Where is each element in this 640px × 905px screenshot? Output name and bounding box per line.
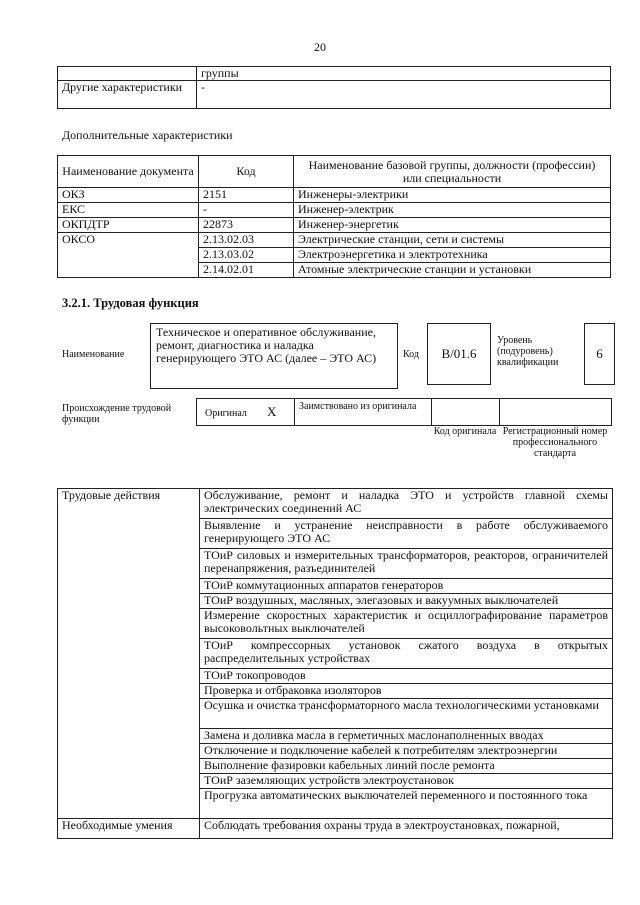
labor-action-item: ТОиР токопроводов (200, 669, 613, 684)
origin-row (196, 398, 611, 424)
labor-action-item: ТОиР коммутационных аппаратов генераторов (200, 579, 613, 594)
cell-name: Электроэнергетика и электротехника (294, 248, 611, 263)
cell-doc: ОКСО (58, 233, 199, 278)
table-row (58, 67, 611, 81)
cell-code: 2.14.02.01 (199, 263, 294, 278)
cell-code: 22873 (199, 218, 294, 233)
labor-action-item: Проверка и отбраковка изоляторов (200, 684, 613, 699)
cell-name: Атомные электрические станции и установки (294, 263, 611, 278)
original-mark: X (267, 404, 277, 419)
top-row-label (58, 67, 197, 81)
cell-name: Инженеры-электрики (294, 188, 611, 203)
reg-number-caption: Регистрационный номер профессионального стандарта (502, 426, 608, 459)
code-original-cell (431, 398, 500, 426)
cell-code: 2.13.03.02 (199, 248, 294, 263)
cell-doc: ЕКС (58, 203, 199, 218)
labor-action-item: Замена и доливка масла в герметичных маслонаполненных вводах (200, 729, 613, 744)
cell-name: Инженер-энергетик (294, 218, 611, 233)
col-header-code: Код (199, 156, 294, 188)
table-row (58, 188, 611, 203)
code-value: B/01.6 (441, 346, 477, 361)
other-characteristics-value: - (197, 81, 611, 109)
labor-action-item: Выявление и устранение неисправности в работе обслуживаемого генерирующего ЭТО АС (200, 519, 613, 549)
function-name-box (150, 323, 398, 389)
level-label: Уровень (подуровень) квалификации (497, 335, 559, 368)
level-box (584, 323, 615, 385)
labor-action-item: Отключение и подключение кабелей к потребителям электроэнергии (200, 744, 613, 759)
cell-code: - (199, 203, 294, 218)
table-row (58, 203, 611, 218)
borrowed-label: Заимствовано из оригинала (299, 401, 417, 412)
table-row (58, 233, 611, 248)
other-characteristics-label: Другие характеристики (58, 81, 197, 109)
table-row (58, 819, 613, 839)
code-box (427, 323, 491, 385)
page-number: 20 (314, 40, 326, 54)
level-value: 6 (596, 346, 603, 361)
labor-action-item: Измерение скоростных характеристик и осциллографирование параметров высоковольтных выключателей (200, 609, 613, 639)
top-row-value: группы (197, 67, 611, 81)
cell-code: 2.13.02.03 (199, 233, 294, 248)
section-title: 3.2.1. Трудовая функция (62, 296, 199, 310)
labor-actions-table (57, 488, 613, 839)
table-row (58, 218, 611, 233)
labor-action-item: ТОиР воздушных, масляных, элегазовых и вакуумных выключателей (200, 594, 613, 609)
labor-action-item: Обслуживание, ремонт и наладка ЭТО и устройств главной схемы электрических соединений АС (200, 489, 613, 519)
cell-doc: ОКПДТР (58, 218, 199, 233)
code-original-caption: Код оригинала (433, 426, 497, 437)
labor-action-item: Выполнение фазировки кабельных линий после ремонта (200, 759, 613, 774)
labor-action-item: ТОиР заземляющих устройств электроустановок (200, 774, 613, 789)
labor-actions-label: Трудовые действия (58, 489, 200, 819)
labor-action-item: Прогрузка автоматических выключателей переменного и постоянного тока (200, 789, 613, 819)
additional-title: Дополнительные характеристики (62, 128, 233, 142)
code-label: Код (403, 349, 419, 360)
cell-doc: ОКЗ (58, 188, 199, 203)
top-table (57, 66, 611, 109)
col-header-doc: Наименование документа (58, 156, 199, 188)
original-label: Оригинал (205, 408, 247, 419)
table-row (58, 81, 611, 109)
table-header-row (58, 156, 611, 188)
table-row (58, 489, 613, 519)
labor-action-item: ТОиР компрессорных установок сжатого воздуха в открытых распределительных устройствах (200, 639, 613, 669)
skill-item: Соблюдать требования охраны труда в электроустановках, пожарной, (200, 819, 613, 839)
labor-action-item: ТОиР силовых и измерительных трансформаторов, реакторов, ограничителей перенапряжения, разъединителей (200, 549, 613, 579)
origin-label: Происхождение трудовой функции (62, 403, 172, 425)
original-cell (196, 398, 295, 426)
cell-name: Инженер-электрик (294, 203, 611, 218)
reg-number-cell (499, 398, 612, 426)
skills-label: Необходимые умения (58, 819, 200, 839)
additional-table (57, 155, 611, 278)
borrowed-cell (294, 398, 432, 426)
name-label: Наименование (62, 349, 125, 360)
cell-name: Электрические станции, сети и системы (294, 233, 611, 248)
cell-code: 2151 (199, 188, 294, 203)
labor-action-item: Осушка и очистка трансформаторного масла технологическими установками (200, 699, 613, 729)
function-name-value: Техническое и оперативное обслуживание, ремонт, диагностика и наладка генерирующего ЭТО АС (далее – ЭТО АС) (156, 325, 377, 365)
col-header-name: Наименование базовой группы, должности (профессии) или специальности (294, 156, 611, 188)
